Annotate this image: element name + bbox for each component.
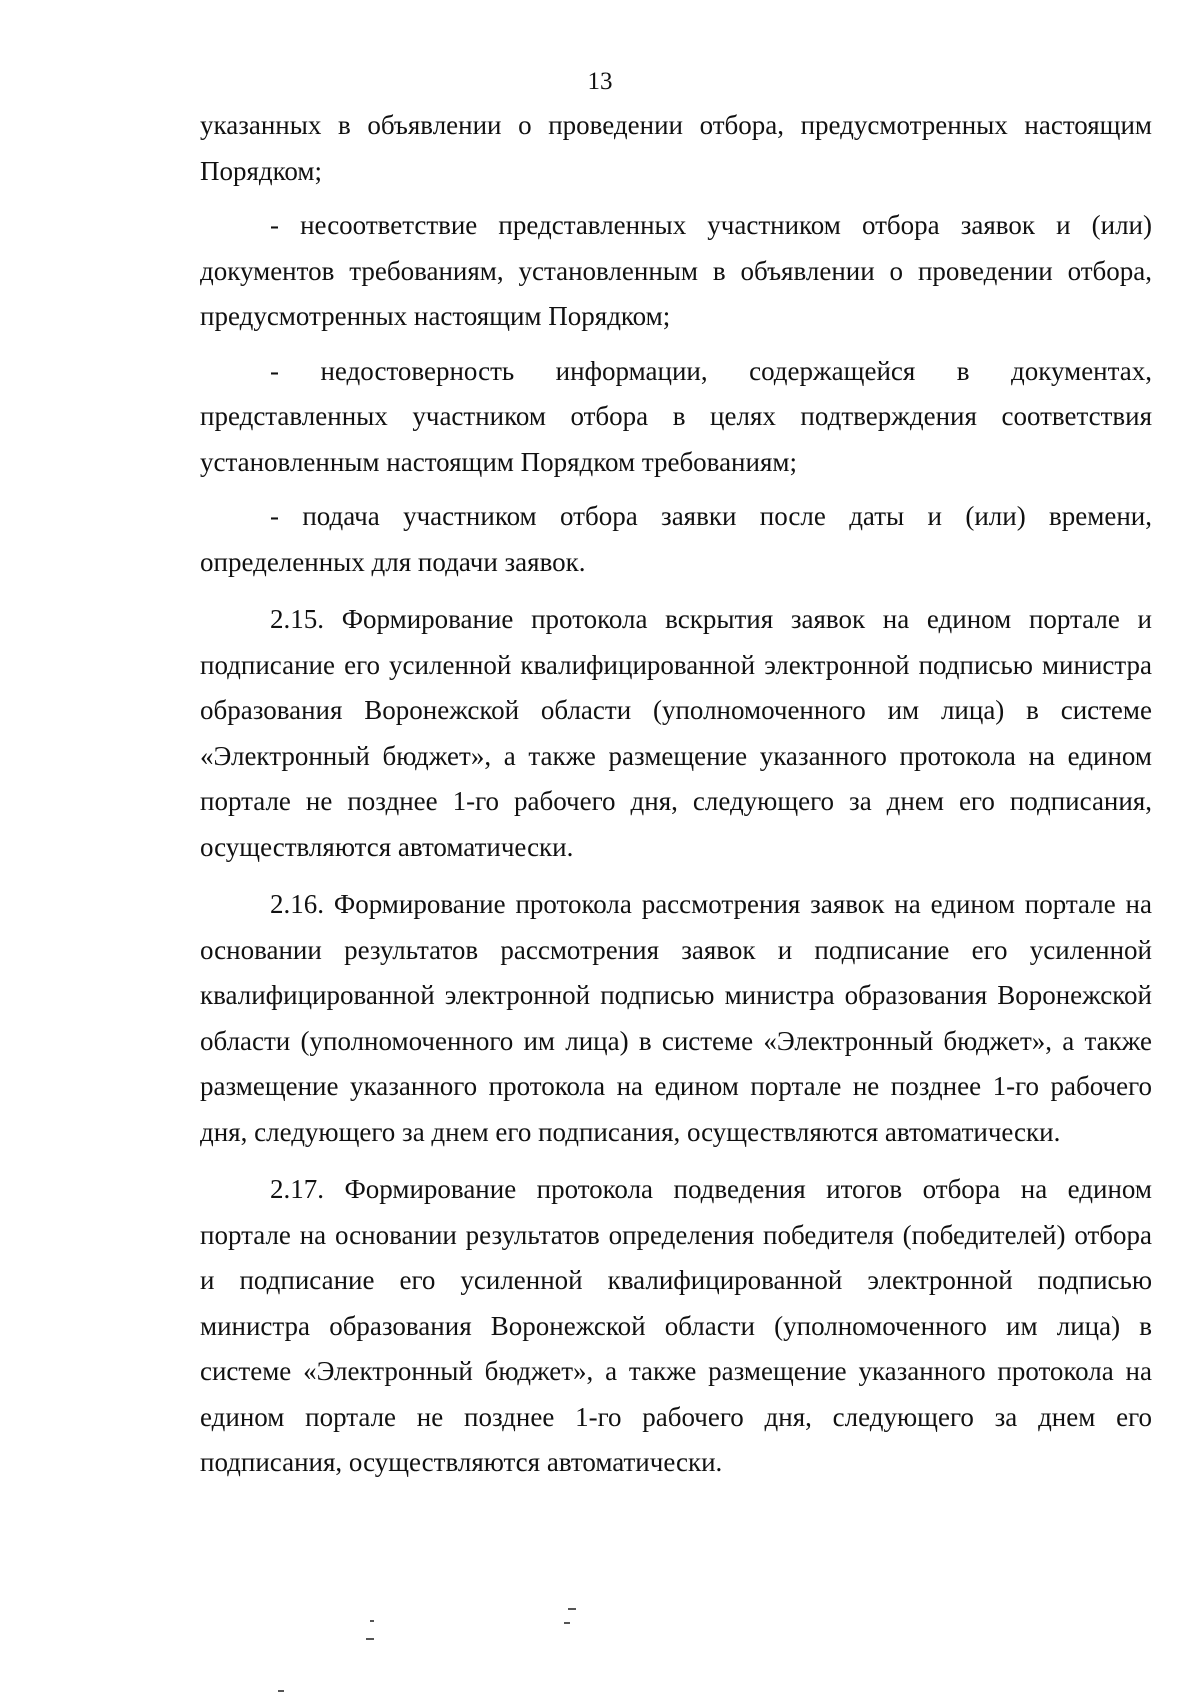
scan-speck: [568, 1608, 576, 1610]
clause-2-17: 2.17. Формирование протокола подведения итогов отбора на едином портале на основании результатов определения победителя (победителей) отбора и подписание его усиленной квалифицированной электронной подписью министра образования Воронежской области (уполномоченного им лица) в системе «Электронный бюджет», а также размещение указанного протокола на едином портале не позднее 1-го рабочего дня, следующего за днем его подписания, осуществляются автоматически.: [200, 1174, 1152, 1477]
list-item-noncompliance: - несоответствие представленных участником отбора заявок и (или) документов требованиям, установленным в объявлении о проведении отбора, предусмотренных настоящим Порядком;: [200, 210, 1152, 331]
scan-speck: [370, 1620, 374, 1622]
document-body: [200, 103, 1152, 1486]
clause-2-15: 2.15. Формирование протокола вскрытия заявок на едином портале и подписание его усиленной квалифицированной электронной подписью министра образования Воронежской области (уполномоченного им лица) в системе «Электронный бюджет», а также размещение указанного протокола на едином портале не позднее 1-го рабочего дня, следующего за днем его подписания, осуществляются автоматически.: [200, 604, 1152, 862]
scan-speck: [366, 1638, 374, 1640]
paragraph-continuation: указанных в объявлении о проведении отбора, предусмотренных настоящим Порядком;: [200, 110, 1152, 186]
page-number: 13: [587, 68, 613, 95]
list-item-unreliable-info: - недостоверность информации, содержащейся в документах, представленных участником отбора в целях подтверждения соответствия установленным настоящим Порядком требованиям;: [200, 355, 1152, 477]
scan-speck: [278, 1690, 284, 1692]
clause-2-16: 2.16. Формирование протокола рассмотрения заявок на едином портале на основании результатов рассмотрения заявок и подписание его усиленной квалифицированной электронной подписью министра образования Воронежской области (уполномоченного им лица) в системе «Электронный бюджет», а также размещение указанного протокола на едином портале не позднее 1-го рабочего дня, следующего за днем его подписания, осуществляются автоматически.: [200, 889, 1152, 1147]
list-item-late-submission: - подача участником отбора заявки после даты и (или) времени, определенных для подачи заявок.: [200, 501, 1152, 577]
scan-speck: [564, 1622, 570, 1624]
